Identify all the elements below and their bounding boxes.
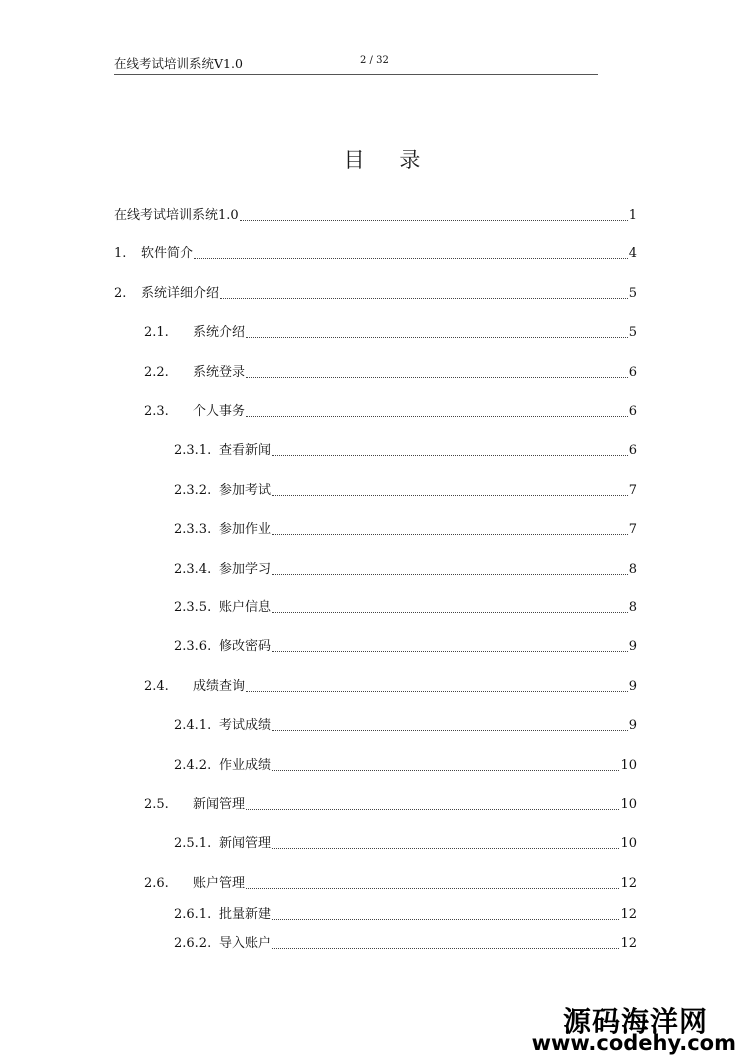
toc-entry-label: 系统登录	[193, 365, 246, 380]
toc-entry-page: 6	[628, 443, 637, 458]
toc-entry-label: 考试成绩	[219, 718, 272, 733]
toc-entry-page: 9	[628, 679, 637, 694]
toc-entry-label: 查看新闻	[219, 443, 272, 458]
toc-entry-number: 2.4.	[144, 679, 169, 694]
toc-entry-number: 2.6.1.	[174, 907, 212, 922]
toc-entry-label: 新闻管理	[219, 836, 272, 851]
toc-entry-number: 2.4.2.	[174, 758, 212, 773]
toc-entry-number: 2.1.	[144, 325, 169, 340]
toc-title: 目 录	[343, 148, 435, 172]
toc-leader-dots	[240, 220, 628, 221]
toc-leader-dots	[272, 919, 619, 920]
toc-entry-label: 参加学习	[219, 562, 272, 577]
toc-entry-label: 新闻管理	[193, 797, 246, 812]
toc-leader-dots	[194, 258, 628, 259]
toc-entry-number: 2.3.	[144, 404, 169, 419]
header-title: 在线考试培训系统V1.0	[114, 56, 243, 71]
toc-leader-dots	[272, 948, 619, 949]
toc-entry-page: 8	[628, 600, 637, 615]
toc-entry[interactable]	[174, 905, 637, 925]
toc-leader-dots	[246, 416, 628, 417]
toc-entry-page: 7	[628, 522, 637, 537]
toc-entry-label: 导入账户	[219, 936, 272, 951]
toc-leader-dots	[220, 298, 628, 299]
toc-leader-dots	[272, 574, 628, 575]
toc-entry-label: 软件简介	[141, 246, 194, 261]
toc-entry[interactable]	[174, 481, 637, 501]
toc-entry-number: 2.5.	[144, 797, 169, 812]
toc-entry-label: 系统详细介绍	[141, 286, 220, 301]
toc-entry-page: 10	[620, 797, 637, 812]
toc-leader-dots	[272, 770, 619, 771]
toc-entry-number: 2.4.1.	[174, 718, 212, 733]
toc-entry-label: 参加作业	[219, 522, 272, 537]
toc-entry[interactable]	[114, 206, 637, 226]
toc-entry-number: 2.3.4.	[174, 562, 212, 577]
toc-entry[interactable]	[174, 560, 637, 580]
toc-entry-label: 在线考试培训系统1.0	[114, 208, 239, 223]
toc-leader-dots	[272, 534, 628, 535]
toc-entry[interactable]	[174, 716, 637, 736]
toc-leader-dots	[246, 337, 628, 338]
toc-entry-number: 2.6.2.	[174, 936, 212, 951]
toc-entry-page: 4	[628, 246, 637, 261]
toc-entry[interactable]	[144, 874, 637, 894]
toc-entry-number: 2.6.	[144, 876, 169, 891]
toc-entry-label: 个人事务	[193, 404, 246, 419]
toc-leader-dots	[246, 888, 619, 889]
toc-entry-number: 2.3.2.	[174, 483, 212, 498]
toc-entry-number: 2.2.	[144, 365, 169, 380]
toc-entry[interactable]	[174, 637, 637, 657]
toc-entry-page: 12	[620, 876, 637, 891]
toc-entry-number: 1.	[114, 246, 127, 261]
toc-entry-page: 8	[628, 562, 637, 577]
toc-leader-dots	[246, 377, 628, 378]
toc-entry-label: 账户信息	[219, 600, 272, 615]
toc-entry-label: 参加考试	[219, 483, 272, 498]
toc-entry[interactable]	[174, 520, 637, 540]
watermark-url: www.codehy.com	[531, 1031, 736, 1055]
toc-entry-page: 10	[620, 836, 637, 851]
toc-entry-page: 12	[620, 936, 637, 951]
page-header	[114, 52, 598, 75]
toc-entry[interactable]	[174, 756, 637, 776]
toc-leader-dots	[272, 848, 619, 849]
toc-leader-dots	[272, 455, 628, 456]
toc-entry-number: 2.	[114, 286, 127, 301]
toc-entry[interactable]	[174, 598, 637, 618]
toc-entry-number: 2.3.3.	[174, 522, 212, 537]
toc-entry-page: 12	[620, 907, 637, 922]
toc-entry-page: 6	[628, 404, 637, 419]
toc-entry[interactable]	[114, 244, 637, 264]
toc-entry[interactable]	[144, 323, 637, 343]
toc-entry-label: 成绩查询	[193, 679, 246, 694]
toc-entry[interactable]	[144, 402, 637, 422]
toc-entry-page: 6	[628, 365, 637, 380]
toc-entry-number: 2.5.1.	[174, 836, 212, 851]
toc-entry[interactable]	[144, 363, 637, 383]
toc-leader-dots	[246, 809, 619, 810]
toc-entry-page: 9	[628, 718, 637, 733]
toc-entry-label: 修改密码	[219, 639, 272, 654]
toc-entry-label: 作业成绩	[219, 758, 272, 773]
toc-entry[interactable]	[144, 795, 637, 815]
toc-leader-dots	[272, 612, 628, 613]
toc-entry[interactable]	[174, 934, 637, 954]
toc-entry[interactable]	[174, 834, 637, 854]
toc-entry-label: 账户管理	[193, 876, 246, 891]
toc-entry-page: 7	[628, 483, 637, 498]
header-page-number: 2 / 32	[360, 55, 389, 66]
toc-entry-page: 1	[628, 208, 637, 223]
toc-leader-dots	[272, 651, 628, 652]
toc-entry-page: 5	[628, 325, 637, 340]
toc-entry-number: 2.3.6.	[174, 639, 212, 654]
toc-leader-dots	[246, 691, 628, 692]
toc-leader-dots	[272, 495, 628, 496]
watermark-name: 源码海洋网	[562, 1005, 708, 1038]
toc-entry-page: 5	[628, 286, 637, 301]
toc-entry[interactable]	[114, 284, 637, 304]
toc-entry-label: 批量新建	[219, 907, 272, 922]
toc-entry-number: 2.3.1.	[174, 443, 212, 458]
toc-entry-number: 2.3.5.	[174, 600, 212, 615]
toc-entry[interactable]	[174, 441, 637, 461]
toc-leader-dots	[272, 730, 628, 731]
toc-entry[interactable]	[144, 677, 637, 697]
toc-entry-label: 系统介绍	[193, 325, 246, 340]
toc-entry-page: 9	[628, 639, 637, 654]
toc-entry-page: 10	[620, 758, 637, 773]
